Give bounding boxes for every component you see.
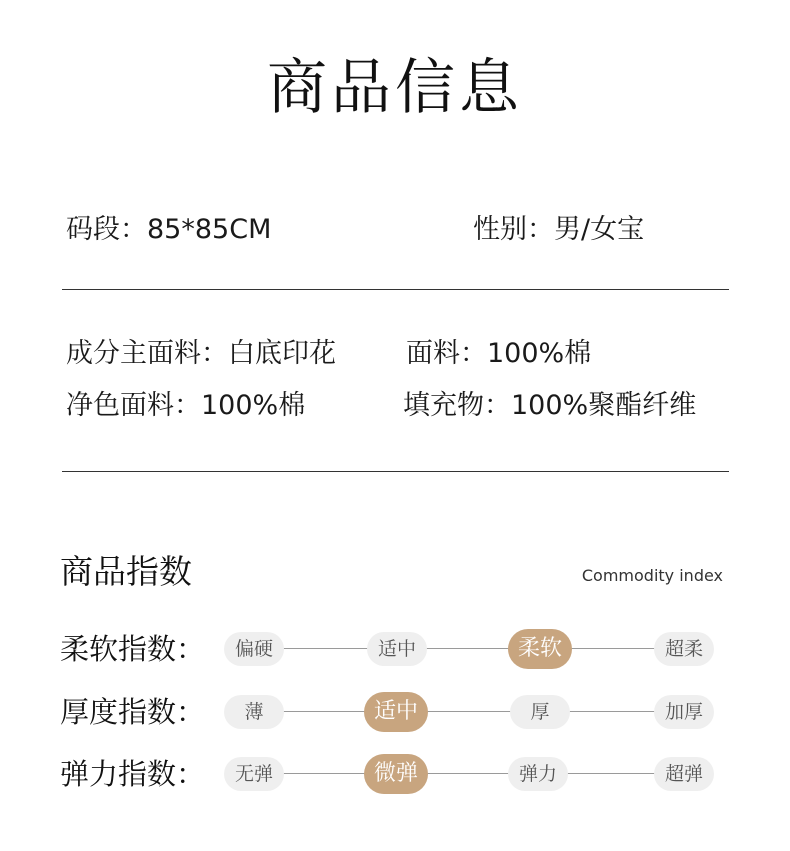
elasticity-option-4[interactable]: 超弹 (654, 757, 714, 791)
softness-index-track (255, 648, 685, 649)
elasticity-option-3[interactable]: 弹力 (508, 757, 568, 791)
index-section-subtitle: Commodity index (581, 566, 723, 585)
thickness-option-4[interactable]: 加厚 (654, 695, 714, 729)
filling-info: 填充物：100%聚酯纤维 (403, 390, 697, 421)
thickness-option-1[interactable]: 薄 (224, 695, 284, 729)
elasticity-index-row (0, 752, 790, 796)
divider-top (62, 289, 729, 290)
elasticity-option-2[interactable]: 微弹 (364, 754, 428, 794)
index-section-title: 商品指数 (60, 552, 192, 591)
fabric-info: 面料：100%棉 (406, 338, 592, 369)
thickness-option-3[interactable]: 厚 (510, 695, 570, 729)
softness-index-label: 柔软指数： (60, 632, 206, 666)
thickness-index-row (0, 690, 790, 734)
elasticity-option-1[interactable]: 无弹 (224, 757, 284, 791)
softness-option-2[interactable]: 适中 (367, 632, 427, 666)
softness-index-row (0, 627, 790, 671)
page-title: 商品信息 (267, 53, 523, 123)
solid-fabric-info: 净色面料：100%棉 (66, 390, 306, 421)
main-fabric-info: 成分主面料：白底印花 (66, 338, 336, 369)
size-info: 码段：85*85CM (66, 214, 272, 245)
thickness-index-label: 厚度指数： (60, 695, 206, 729)
divider-bottom (62, 471, 729, 472)
thickness-index-track (255, 711, 685, 712)
softness-option-1[interactable]: 偏硬 (224, 632, 284, 666)
thickness-option-2[interactable]: 适中 (364, 692, 428, 732)
elasticity-index-label: 弹力指数： (60, 757, 206, 791)
elasticity-index-track (255, 773, 685, 774)
softness-option-3[interactable]: 柔软 (508, 629, 572, 669)
softness-option-4[interactable]: 超柔 (654, 632, 714, 666)
gender-info: 性别：男/女宝 (473, 214, 645, 245)
